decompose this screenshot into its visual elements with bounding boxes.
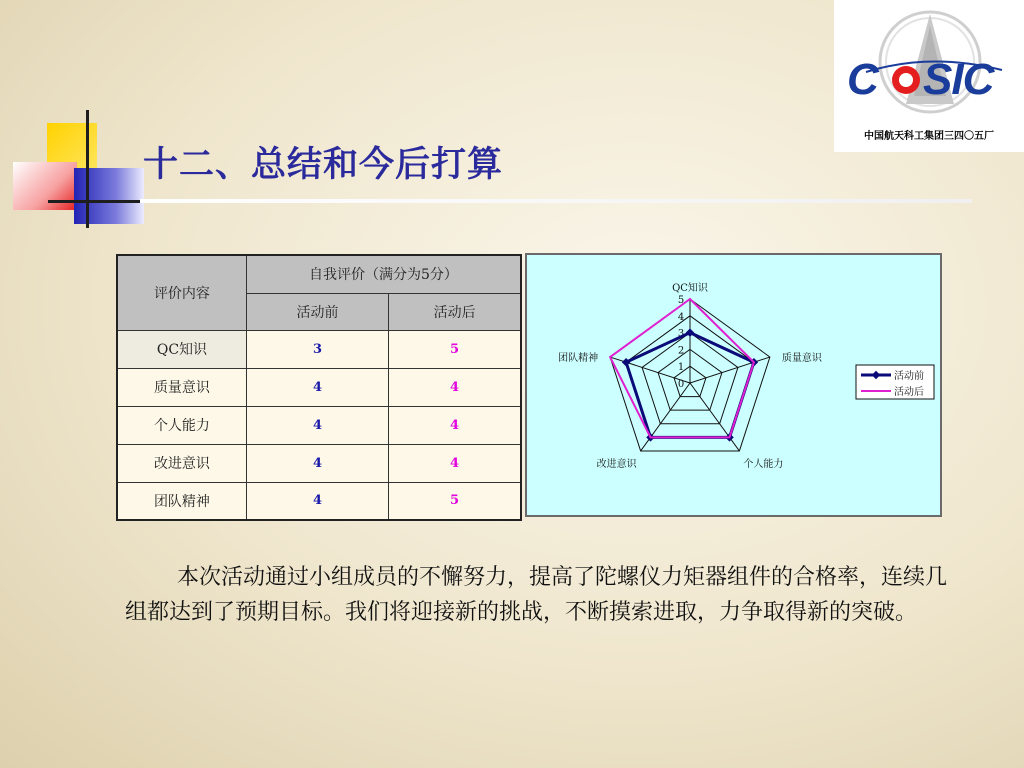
r-tick-label: 0 <box>677 379 685 390</box>
category-label: 个人能力 <box>743 458 784 470</box>
table-row <box>117 444 521 482</box>
value-after: 4 <box>389 444 521 482</box>
decor-vertical-line <box>86 110 89 228</box>
axis-spoke <box>641 383 690 451</box>
value-before: 4 <box>246 482 388 520</box>
decor-blue-square <box>74 168 144 224</box>
row-label: 质量意识 <box>117 368 246 406</box>
r-tick-label: 5 <box>677 295 685 306</box>
value-after: 5 <box>389 482 521 520</box>
summary-text: 本次活动通过小组成员的不懈努力，提高了陀螺仪力矩器组件的合格率，连续几组都达到了预期目标。我们将迎接新的挑战，不断摸索进取，力争取得新的突破。 <box>125 565 948 625</box>
r-tick-label: 2 <box>677 345 685 357</box>
row-label: 个人能力 <box>117 406 246 444</box>
category-label: 质量意识 <box>781 353 822 365</box>
header-after: 活动后 <box>389 293 521 330</box>
title-underline <box>140 199 972 203</box>
value-before: 4 <box>246 406 388 444</box>
value-after: 5 <box>389 330 521 368</box>
summary-paragraph <box>125 560 960 630</box>
category-label: 团队精神 <box>558 353 599 365</box>
table-row <box>117 368 521 406</box>
r-tick-label: 1 <box>677 362 685 374</box>
header-content: 评价内容 <box>117 255 246 330</box>
table-row <box>117 482 521 520</box>
value-after: 4 <box>389 406 521 444</box>
row-label: QC知识 <box>117 330 246 368</box>
axis-spoke <box>690 357 770 383</box>
axis-spoke <box>690 383 739 451</box>
row-label: 改进意识 <box>117 444 246 482</box>
logo-caption: 中国航天科工集团三四〇五厂 <box>864 131 994 142</box>
r-tick-label: 3 <box>677 328 685 340</box>
value-before: 3 <box>246 330 388 368</box>
legend-label: 活动后 <box>894 387 924 398</box>
header-self-eval: 自我评价（满分为5分） <box>246 255 521 293</box>
radar-chart-svg <box>527 255 940 515</box>
header-before: 活动前 <box>246 293 388 330</box>
decor-horizontal-line <box>48 200 140 203</box>
value-before: 4 <box>246 444 388 482</box>
value-after: 4 <box>389 368 521 406</box>
category-label: 改进意识 <box>596 458 637 470</box>
table-row <box>117 406 521 444</box>
svg-text:SIC: SIC <box>923 55 994 104</box>
radar-chart <box>525 253 942 517</box>
slide-title: 十二、总结和今后打算 <box>143 144 504 185</box>
category-label: QC知识 <box>672 283 708 294</box>
company-logo <box>834 0 1024 152</box>
evaluation-table <box>116 254 522 521</box>
row-label: 团队精神 <box>117 482 246 520</box>
value-before: 4 <box>246 368 388 406</box>
svg-text:C: C <box>847 55 879 104</box>
legend-label: 活动前 <box>894 371 924 382</box>
r-tick-label: 4 <box>677 311 685 323</box>
table-row <box>117 330 521 368</box>
